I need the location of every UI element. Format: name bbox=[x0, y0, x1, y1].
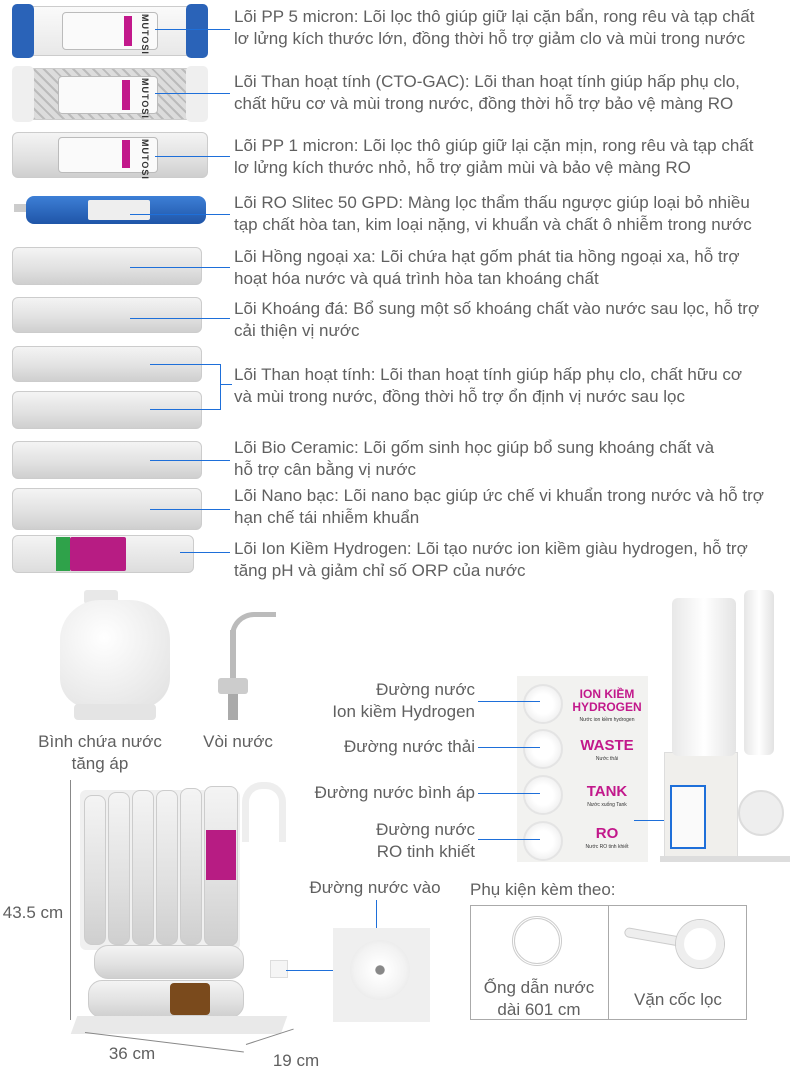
dimension-depth: 19 cm bbox=[272, 1051, 320, 1070]
port-title: ION KIỀM bbox=[579, 687, 635, 701]
desc-line: Lõi PP 1 micron: Lõi lọc thô giúp giữ lại cặn mịn, rong rêu và tạp chất bbox=[234, 136, 754, 155]
filter-desc-cto-gac bbox=[234, 71, 740, 114]
filter-desc-bio-ceramic bbox=[234, 437, 714, 480]
desc-line: chất hữu cơ và mùi trong nước, đồng thời hỗ trợ bảo vệ màng RO bbox=[234, 93, 734, 113]
port-title: WASTE bbox=[580, 737, 634, 754]
desc-line: Lõi Bio Ceramic: Lõi gốm sinh học giúp bổ sung khoáng chất và bbox=[234, 438, 715, 457]
port-label-ro bbox=[300, 819, 475, 863]
brand-logo: MUTOSI bbox=[140, 14, 150, 55]
desc-line: hạn chế tái nhiễm khuẩn bbox=[234, 507, 420, 527]
filter-desc-pp5 bbox=[234, 6, 754, 49]
filter-desc-ro bbox=[234, 192, 752, 235]
faucet-label: Vòi nước bbox=[203, 732, 273, 751]
label-line: Bình chứa nước bbox=[38, 732, 162, 751]
port-label-tank: Đường nước bình áp bbox=[314, 783, 475, 802]
accessory-tube-label bbox=[470, 977, 608, 1021]
dimension-width: 36 cm bbox=[108, 1044, 156, 1063]
label-line: tăng áp bbox=[71, 754, 129, 773]
port-sub: Nước xuống Tank bbox=[587, 802, 627, 808]
desc-line: Lõi Than hoạt tính (CTO-GAC): Lõi than hoạt tính giúp hấp phụ clo, bbox=[234, 72, 740, 91]
desc-line: Lõi Than hoạt tính: Lõi than hoạt tính giúp hấp phụ clo, chất hữu cơ bbox=[234, 365, 743, 384]
desc-line: lơ lửng kích thước lớn, đồng thời hỗ trợ giảm clo và mùi trong nước bbox=[234, 28, 746, 48]
brand-logo: MUTOSI bbox=[140, 139, 150, 180]
label-line: Ống dẫn nước bbox=[483, 978, 595, 997]
desc-line: lơ lửng kích thước nhỏ, hỗ trợ giảm mùi và bảo vệ màng RO bbox=[234, 157, 691, 177]
inlet-label: Đường nước vào bbox=[309, 878, 441, 897]
port-sub: Nước ion kiềm hydrogen bbox=[579, 717, 635, 723]
desc-line: hoạt hóa nước và quá trình hòa tan khoáng chất bbox=[234, 268, 599, 288]
label-line: dài 601 cm bbox=[497, 1000, 581, 1019]
filter-desc-mineral bbox=[234, 298, 759, 341]
port-sub: Nước thải bbox=[595, 756, 619, 762]
brand-logo: MUTOSI bbox=[140, 78, 150, 119]
filter-desc-nano-silver bbox=[234, 485, 764, 528]
desc-line: Lõi Nano bạc: Lõi nano bạc giúp ức chế vi khuẩn trong nước và hỗ trợ bbox=[234, 486, 764, 505]
desc-line: cải thiện vị nước bbox=[234, 320, 360, 340]
tank-label bbox=[30, 731, 170, 775]
port-label-hydrogen bbox=[300, 679, 475, 723]
port-sub: Nước RO tinh khiết bbox=[585, 844, 629, 850]
desc-line: Lõi Ion Kiềm Hydrogen: Lõi tạo nước ion kiềm giàu hydrogen, hỗ trợ bbox=[234, 539, 748, 558]
dimension-height: 43.5 cm bbox=[2, 903, 64, 922]
label-line: Đường nước bbox=[376, 680, 475, 699]
port-title: RO bbox=[595, 825, 619, 842]
port-label-waste: Đường nước thải bbox=[343, 737, 475, 756]
filter-desc-carbon bbox=[234, 364, 742, 407]
desc-line: Lõi RO Slitec 50 GPD: Màng lọc thẩm thấu ngược giúp loại bỏ nhiều bbox=[234, 193, 750, 212]
filter-desc-pp1 bbox=[234, 135, 753, 178]
accessories-title: Phụ kiện kèm theo: bbox=[470, 880, 616, 899]
desc-line: tạp chất hòa tan, kim loại nặng, vi khuẩn và chất ô nhiễm trong nước bbox=[234, 214, 752, 234]
desc-line: và mùi trong nước, đồng thời hỗ trợ ổn định vị nước sau lọc bbox=[234, 386, 686, 406]
desc-line: Lõi Hồng ngoại xa: Lõi chứa hạt gốm phát tia hồng ngoại xa, hỗ trợ bbox=[234, 247, 740, 266]
label-line: Đường nước bbox=[376, 820, 475, 839]
accessory-wrench-label: Vặn cốc lọc bbox=[634, 990, 722, 1009]
desc-line: tăng pH và giảm chỉ số ORP của nước bbox=[234, 560, 526, 580]
desc-line: Lõi PP 5 micron: Lõi lọc thô giúp giữ lại cặn bẩn, rong rêu và tạp chất bbox=[234, 7, 755, 26]
filter-desc-far-infrared bbox=[234, 246, 739, 289]
desc-line: hỗ trợ cân bằng vị nước bbox=[234, 459, 417, 479]
label-line: RO tinh khiết bbox=[376, 842, 475, 861]
label-line: Ion kiềm Hydrogen bbox=[332, 702, 475, 721]
desc-line: Lõi Khoáng đá: Bổ sung một số khoáng chất vào nước sau lọc, hỗ trợ bbox=[234, 299, 760, 318]
port-title: HYDROGEN bbox=[572, 700, 642, 714]
port-title: TANK bbox=[586, 783, 628, 800]
filter-desc-hydrogen bbox=[234, 538, 748, 581]
